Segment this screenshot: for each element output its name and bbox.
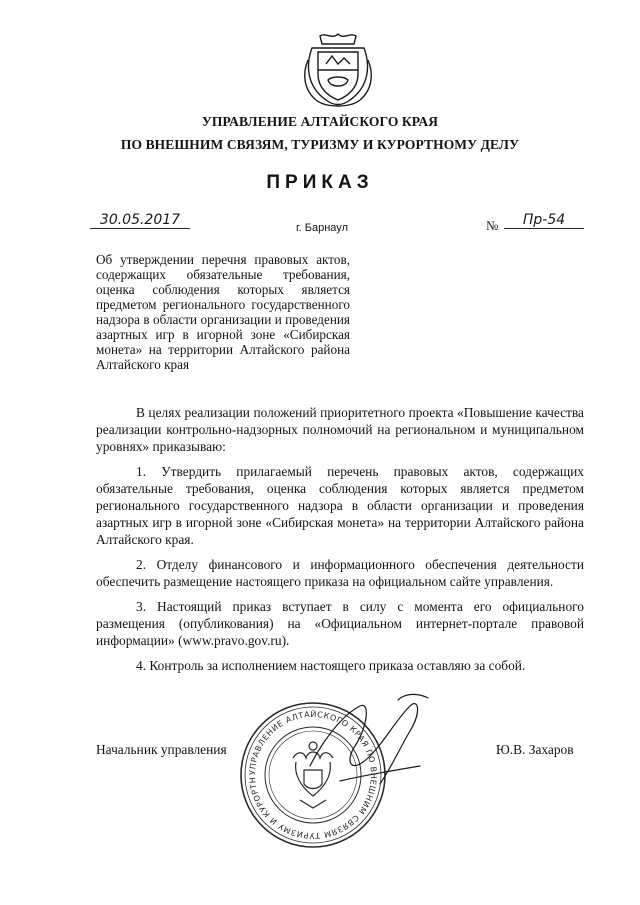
document-date: 30.05.2017: [90, 212, 190, 229]
body-item-2: 2. Отделу финансового и информационного обеспечения деятельности обеспечить размещение настоящего приказа на официальном сайте управления.: [96, 557, 584, 589]
number-label: №: [486, 218, 499, 233]
body-item-3: 3. Настоящий приказ вступает в силу с момента его официального размещения (опубликования) на «Официальном интернет-портале правовой информации» (www.pravo.gov.ru).: [96, 599, 584, 648]
org-name-line2: ПО ВНЕШНИМ СВЯЗЯМ, ТУРИЗМУ И КУРОРТНОМУ ДЕЛУ: [120, 137, 520, 152]
document-city: г. Барнаул: [296, 222, 348, 234]
body-item-1: 1. Утвердить прилагаемый перечень правовых актов, содержащих обязательные требования, оценка соблюдения которых является предметом регионального государственного надзора в области организации и проведения азартных игр в игорной зоне «Сибирская монета» на территории Алтайского района Алтайского края.: [96, 464, 584, 547]
document-body: [96, 404, 584, 682]
document-subject: Об утверждении перечня правовых актов, содержащих обязательные требования, оценка соблюдения которых является предметом регионального государственного надзора в области организации и проведения азартных игр в игорной зоне «Сибирская монета» на территории Алтайского района Алтайского края: [96, 252, 350, 372]
signatory-position: Начальник управления: [96, 742, 227, 757]
org-name-line1: УПРАВЛЕНИЕ АЛТАЙСКОГО КРАЯ: [201, 114, 439, 129]
signatory-name: Ю.В. Захаров: [496, 742, 574, 757]
document-number: Пр-54: [504, 212, 584, 229]
document-title: ПРИКАЗ: [266, 172, 374, 193]
svg-text:УПРАВЛЕНИЕ АЛТАЙСКОГО КРАЯ ПО: УПРАВЛЕНИЕ АЛТАЙСКОГО КРАЯ ПО ВНЕШНИМ СВЯЗЯМ ТУРИЗМУ И КУРОРТН: [247, 709, 379, 841]
body-item-4: 4. Контроль за исполнением настоящего приказа оставляю за собой.: [136, 658, 526, 673]
handwritten-signature-icon: [300, 686, 440, 806]
body-intro: В целях реализации положений приоритетного проекта «Повышение качества реализации контрольно-надзорных полномочий на региональном и муниципальном уровнях» приказываю:: [96, 405, 584, 454]
altai-krai-coat-of-arms-icon: [296, 30, 380, 110]
